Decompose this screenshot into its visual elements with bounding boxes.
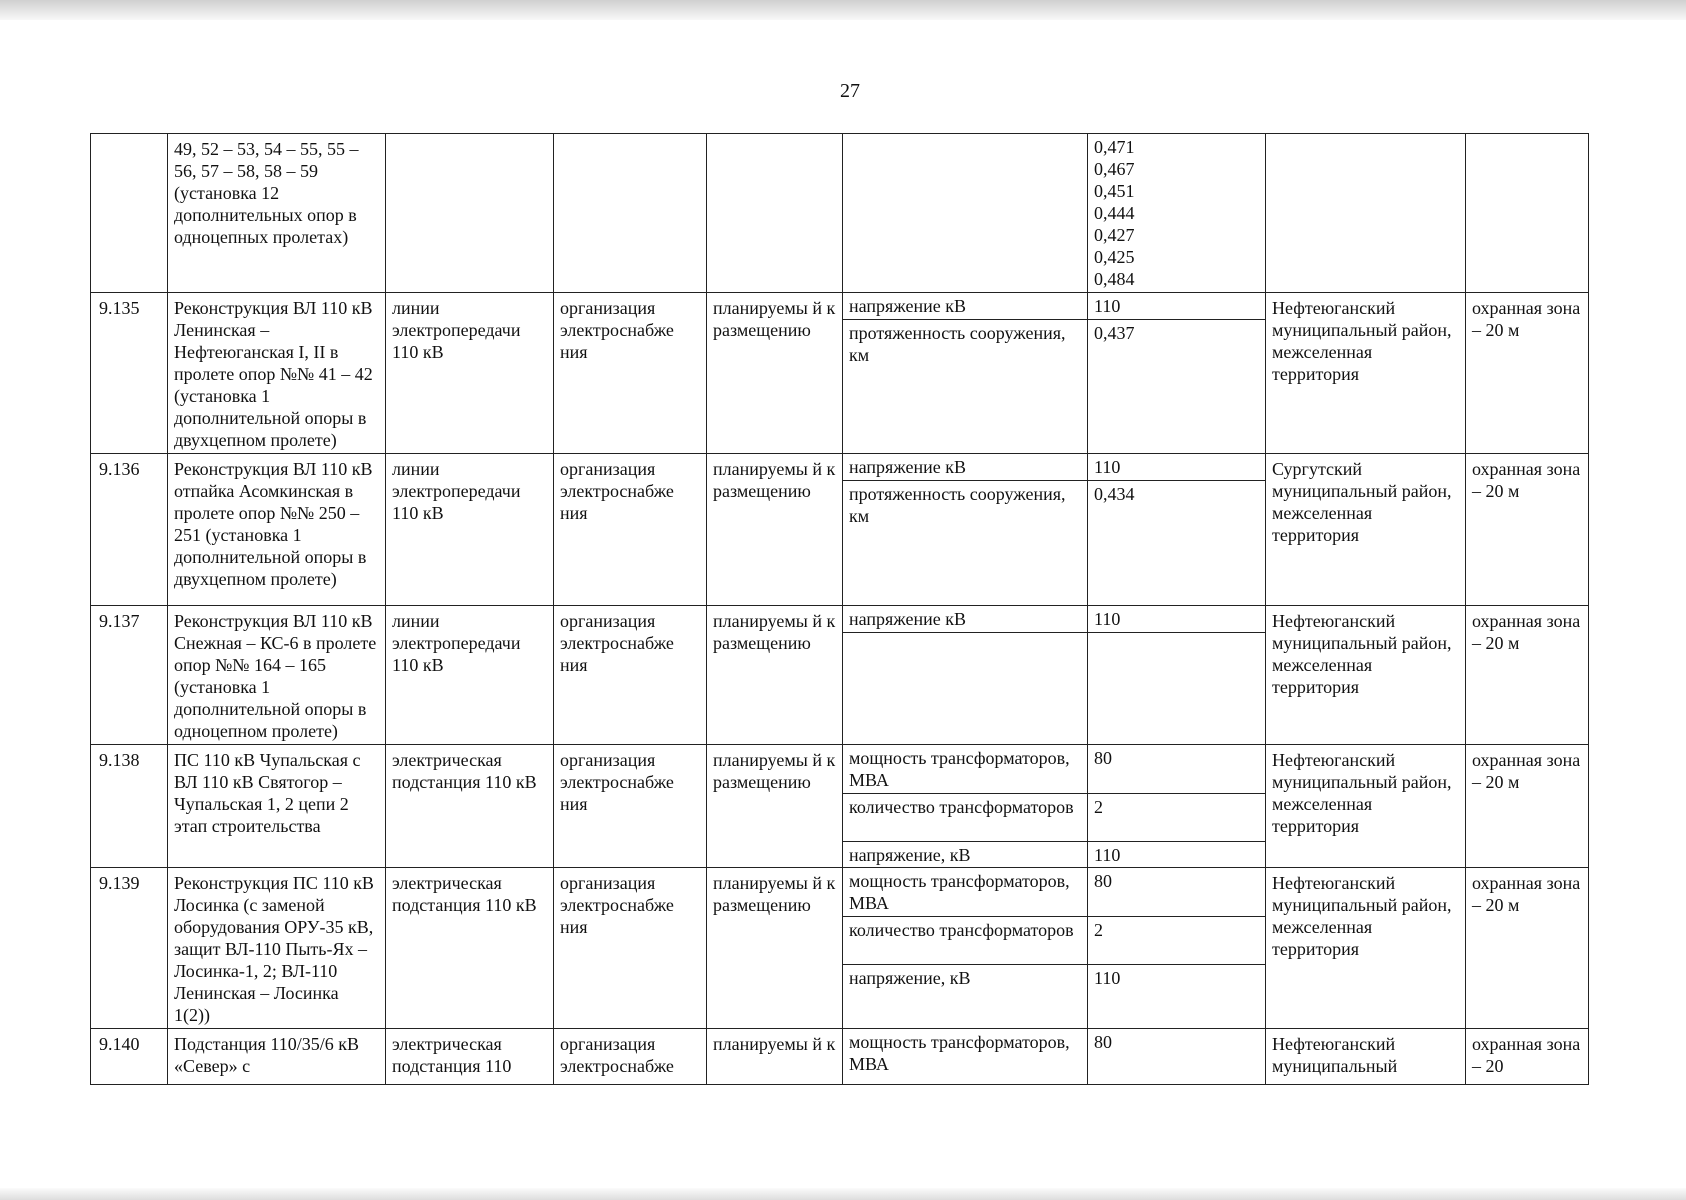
parameter-labels [843, 606, 1088, 745]
page-number: 27 [840, 80, 860, 102]
parameter-labels [843, 293, 1088, 454]
row-number: 9.137 [91, 606, 168, 745]
parameter-values [1088, 454, 1266, 606]
row-number: 9.135 [91, 293, 168, 454]
object-type: линии электропередачи 110 кВ [386, 293, 554, 454]
parameter-label: количество трансформаторов [843, 793, 1087, 841]
row-number: 9.138 [91, 745, 168, 868]
parameter-label [843, 134, 1087, 292]
parameter-value: 2 [1088, 793, 1265, 841]
object-purpose [554, 134, 707, 293]
parameter-value: 80 [1094, 748, 1112, 768]
object-location: Нефтеюганский муниципальный [1266, 1029, 1466, 1085]
row-number: 9.136 [91, 454, 168, 606]
object-zone: охранная зона – 20 м [1466, 868, 1589, 1029]
parameter-labels [843, 868, 1088, 1029]
object-name: Реконструкция ВЛ 110 кВ Ленинская – Нефтеюганская I, II в пролете опор №№ 41 – 42 (установка 1 дополнительной опоры в двухцепном пролете) [168, 293, 386, 454]
objects-table [90, 133, 1589, 1085]
table-row [91, 134, 1589, 293]
table-row [91, 606, 1589, 745]
parameter-value: 110 [1094, 457, 1121, 477]
object-name: ПС 110 кВ Чупальская с ВЛ 110 кВ Святогор – Чупальская 1, 2 цепи 2 этап строительства [168, 745, 386, 868]
object-location: Нефтеюганский муниципальный район, межселенная территория [1266, 293, 1466, 454]
parameter-values [1088, 1029, 1266, 1085]
parameter-label: протяженность сооружения, км [843, 480, 1087, 528]
parameter-labels [843, 134, 1088, 293]
object-status: планируемы й к размещению [707, 868, 843, 1029]
object-type: электрическая подстанция 110 кВ [386, 745, 554, 868]
object-zone: охранная зона – 20 м [1466, 454, 1589, 606]
object-name: Реконструкция ВЛ 110 кВ Снежная – КС-6 в пролете опор №№ 164 – 165 (установка 1 дополнительной опоры в одноцепном пролете) [168, 606, 386, 745]
object-type: электрическая подстанция 110 кВ [386, 868, 554, 1029]
object-type [386, 134, 554, 293]
parameter-value: 80 [1094, 1032, 1112, 1052]
object-location [1266, 134, 1466, 293]
object-status: планируемы й к размещению [707, 606, 843, 745]
object-status: планируемы й к размещению [707, 454, 843, 606]
parameter-label: напряжение кВ [849, 609, 966, 629]
row-number: 9.140 [91, 1029, 168, 1085]
object-name: Подстанция 110/35/6 кВ «Север» с [168, 1029, 386, 1085]
parameter-label: напряжение кВ [849, 457, 966, 477]
parameter-label: мощность трансформаторов, МВА [849, 1032, 1070, 1074]
object-location: Нефтеюганский муниципальный район, межселенная территория [1266, 606, 1466, 745]
object-status: планируемы й к размещению [707, 745, 843, 868]
table-row [91, 745, 1589, 868]
table-row [91, 1029, 1589, 1085]
parameter-value: 110 [1094, 296, 1121, 316]
parameter-label: протяженность сооружения, км [843, 319, 1087, 367]
object-purpose: организация электроснабже ния [554, 868, 707, 1029]
parameter-value: 2 [1088, 916, 1265, 964]
object-zone: охранная зона – 20 м [1466, 293, 1589, 454]
parameter-values [1088, 293, 1266, 454]
table-row [91, 868, 1589, 1029]
object-location: Нефтеюганский муниципальный район, межселенная территория [1266, 745, 1466, 868]
object-zone: охранная зона – 20 м [1466, 606, 1589, 745]
parameter-values [1088, 134, 1266, 293]
object-purpose: организация электроснабже ния [554, 454, 707, 606]
parameter-value: 110 [1094, 609, 1121, 629]
object-zone [1466, 134, 1589, 293]
parameter-label: напряжение, кВ [843, 964, 1087, 990]
object-name: Реконструкция ВЛ 110 кВ отпайка Асомкинская в пролете опор №№ 250 – 251 (установка 1 дополнительной опоры в двухцепном пролете) [168, 454, 386, 606]
object-location: Сургутский муниципальный район, межселенная территория [1266, 454, 1466, 606]
parameter-value: 0,437 [1088, 319, 1265, 367]
parameter-value: 0,471 0,467 0,451 0,444 0,427 0,425 0,484 [1094, 137, 1135, 289]
object-type: электрическая подстанция 110 [386, 1029, 554, 1085]
object-name: 49, 52 – 53, 54 – 55, 55 – 56, 57 – 58, 58 – 59 (установка 12 дополнительных опор в одноцепных пролетах) [168, 134, 386, 293]
parameter-label: напряжение кВ [849, 296, 966, 316]
row-number: 9.139 [91, 868, 168, 1029]
object-purpose: организация электроснабже [554, 1029, 707, 1085]
parameter-value: 80 [1094, 871, 1112, 891]
parameter-labels [843, 454, 1088, 606]
table-row [91, 454, 1589, 606]
parameter-label [843, 632, 1087, 658]
parameter-value: 110 [1088, 841, 1265, 867]
parameter-labels [843, 1029, 1088, 1085]
parameter-values [1088, 868, 1266, 1029]
parameter-label: напряжение, кВ [843, 841, 1087, 867]
object-name: Реконструкция ПС 110 кВ Лосинка (с заменой оборудования ОРУ-35 кВ, защит ВЛ-110 Пыть-Ях – Лосинка-1, 2; ВЛ-110 Ленинская – Лосинка 1(2)) [168, 868, 386, 1029]
parameter-value: 110 [1088, 964, 1265, 990]
parameter-label: количество трансформаторов [843, 916, 1087, 964]
scan-edge-top [0, 0, 1686, 20]
parameter-values [1088, 606, 1266, 745]
parameter-labels [843, 745, 1088, 868]
parameter-label: мощность трансформаторов, МВА [849, 748, 1070, 790]
parameter-values [1088, 745, 1266, 868]
object-status [707, 134, 843, 293]
object-purpose: организация электроснабже ния [554, 293, 707, 454]
scan-edge-bottom [0, 1188, 1686, 1200]
parameter-value [1088, 632, 1265, 658]
object-zone: охранная зона – 20 [1466, 1029, 1589, 1085]
object-zone: охранная зона – 20 м [1466, 745, 1589, 868]
row-number [91, 134, 168, 293]
object-status: планируемы й к [707, 1029, 843, 1085]
object-location: Нефтеюганский муниципальный район, межселенная территория [1266, 868, 1466, 1029]
parameter-value: 0,434 [1088, 480, 1265, 528]
object-purpose: организация электроснабже ния [554, 745, 707, 868]
table-row [91, 293, 1589, 454]
parameter-label: мощность трансформаторов, МВА [849, 871, 1070, 913]
object-purpose: организация электроснабже ния [554, 606, 707, 745]
object-type: линии электропередачи 110 кВ [386, 606, 554, 745]
object-status: планируемы й к размещению [707, 293, 843, 454]
object-type: линии электропередачи 110 кВ [386, 454, 554, 606]
